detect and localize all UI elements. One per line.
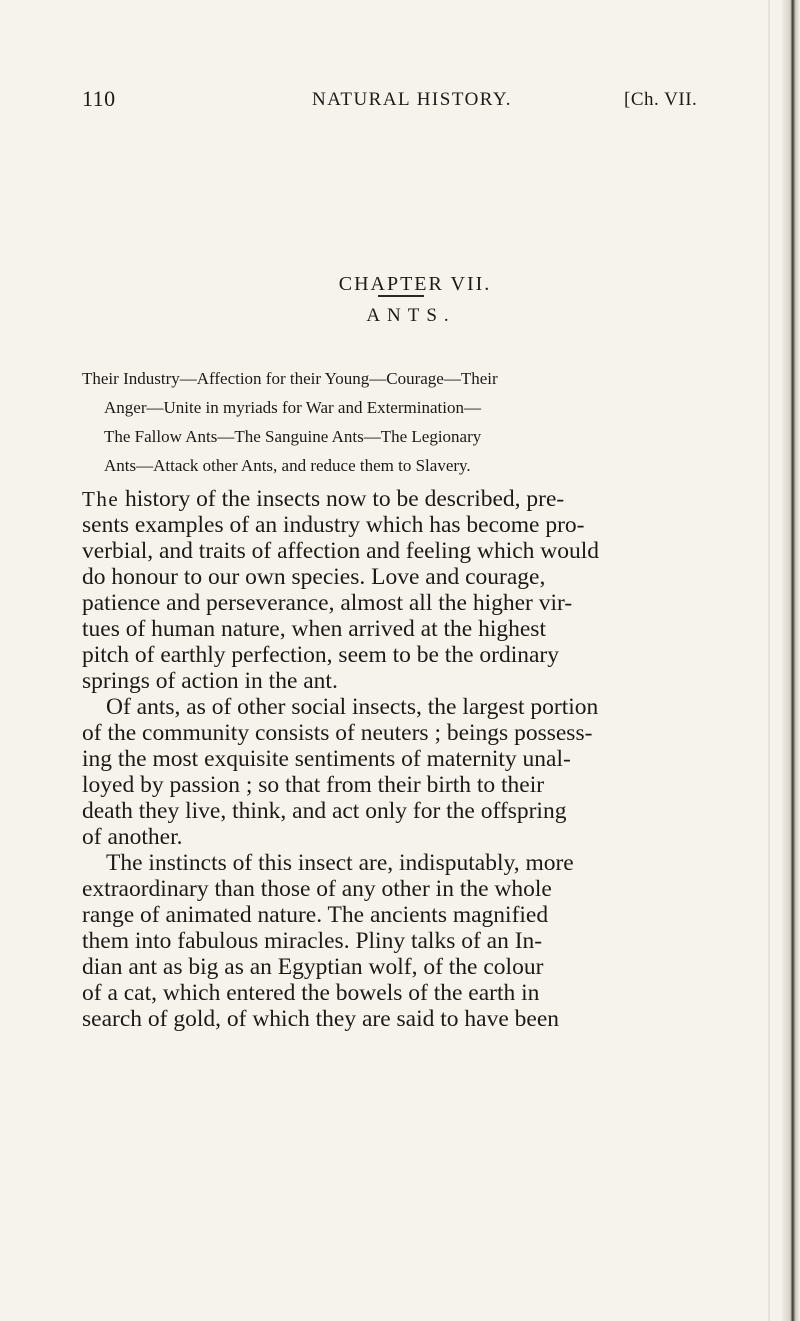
body-line: patience and perseverance, almost all the higher vir- xyxy=(82,590,573,616)
summary-line: Anger—Unite in myriads for War and Extermination— xyxy=(104,398,481,417)
body-text xyxy=(82,486,742,1032)
body-line: of another. xyxy=(82,824,183,850)
page-edge-shadow xyxy=(782,0,800,1321)
chapter-heading: CHAPTER VII. xyxy=(338,273,492,295)
page-number: 110 xyxy=(82,86,116,111)
summary-line: Ants—Attack other Ants, and reduce them to Slavery. xyxy=(104,456,471,475)
body-line: do honour to our own species. Love and courage, xyxy=(82,564,546,590)
opening-word: The xyxy=(82,487,120,511)
body-line: loyed by passion ; so that from their birth to their xyxy=(82,772,545,798)
body-line: verbial, and traits of affection and feeling which would xyxy=(82,538,600,564)
body-line: The instincts of this insect are, indisputably, more xyxy=(106,850,574,876)
body-line: them into fabulous miracles. Pliny talks of an In- xyxy=(82,928,543,954)
body-line: of a cat, which entered the bowels of the earth in xyxy=(82,980,540,1006)
body-line: pitch of earthly perfection, seem to be the ordinary xyxy=(82,642,559,668)
chapter-summary xyxy=(82,364,732,480)
body-line: death they live, think, and act only for the offspring xyxy=(82,798,567,824)
body-line: dian ant as big as an Egyptian wolf, of the colour xyxy=(82,954,544,980)
section-title: ANTS. xyxy=(366,305,456,326)
summary-line: The Fallow Ants—The Sanguine Ants—The Legionary xyxy=(104,427,482,446)
body-line: range of animated nature. The ancients magnified xyxy=(82,902,549,928)
body-line: Of ants, as of other social insects, the largest portion xyxy=(106,694,599,720)
running-title: NATURAL HISTORY. xyxy=(312,89,512,110)
body-line-text: history of the insects now to be described, pre- xyxy=(119,486,565,512)
heading-rule xyxy=(378,295,424,297)
body-line: springs of action in the ant. xyxy=(82,668,338,694)
body-line xyxy=(82,486,742,512)
summary-line: Their Industry—Affection for their Young—Courage—Their xyxy=(82,369,498,388)
chapter-reference: [Ch. VII. xyxy=(624,89,698,110)
body-line: tues of human nature, when arrived at the highest xyxy=(82,616,546,642)
body-line: sents examples of an industry which has become pro- xyxy=(82,512,585,538)
body-line: search of gold, of which they are said to have been xyxy=(82,1006,559,1032)
page-edge-line xyxy=(768,0,770,1321)
running-head xyxy=(0,86,800,116)
body-line: of the community consists of neuters ; beings possess- xyxy=(82,720,593,746)
body-line: extraordinary than those of any other in the whole xyxy=(82,876,552,902)
body-line: ing the most exquisite sentiments of maternity unal- xyxy=(82,746,571,772)
